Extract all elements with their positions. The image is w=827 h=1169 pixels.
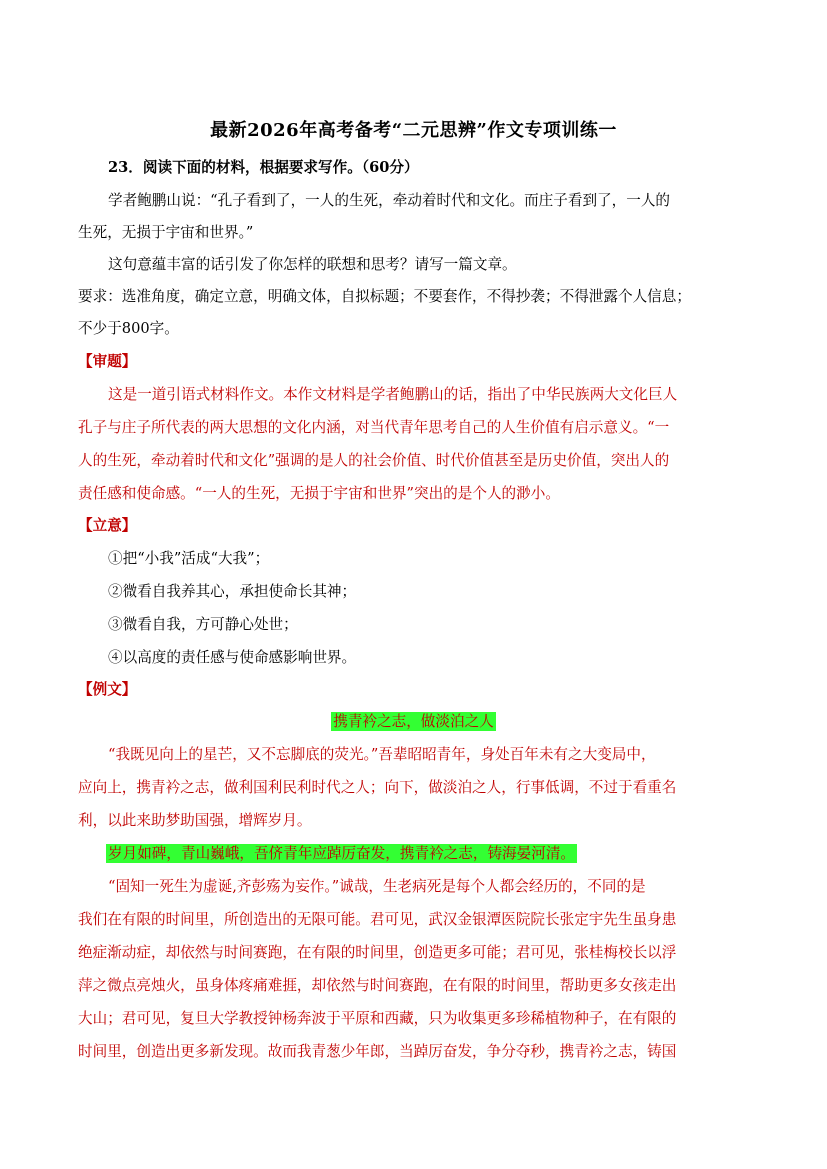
essay-title bbox=[0, 711, 827, 733]
essay-title-highlight: 携青衿之志，做淡泊之人 bbox=[333, 713, 494, 730]
section-heading-liwen: 【例文】 bbox=[78, 681, 137, 698]
material-line-1: 学者鲍鹏山说：“孔子看到了，一人的生死，牵动着时代和文化。而庄子看到了，一人的 bbox=[108, 192, 671, 209]
shenti-line-1: 这是一道引语式材料作文。本作文材料是学者鲍鹏山的话，指出了中华民族两大文化巨人 bbox=[108, 386, 678, 403]
liyi-item-2: ②微看自我养其心，承担使命长其神； bbox=[108, 583, 357, 600]
essay-p1-line-1: “我既见向上的星芒，又不忘脚底的荧光。”吾辈昭昭青年，身处百年未有之大变局中， bbox=[108, 746, 656, 763]
essay-p1-line-3: 利，以此来助梦助国强，增辉岁月。 bbox=[78, 812, 312, 829]
question-heading: 23．阅读下面的材料，根据要求写作。（60分） bbox=[108, 159, 419, 176]
essay-p2-line-4: 萍之微点亮烛火，虽身体疼痛难捱，却依然与时间赛跑，在有限的时间里，帮助更多女孩走出 bbox=[78, 977, 677, 994]
shenti-line-2: 孔子与庄子所代表的两大思想的文化内涵，对当代青年思考自己的人生价值有启示意义。“一 bbox=[78, 419, 670, 436]
shenti-line-3: 人的生死，牵动着时代和文化”强调的是人的社会价值、时代价值甚至是历史价值，突出人的 bbox=[78, 452, 670, 469]
essay-p2-line-1: “固知一死生为虚诞,齐彭殇为妄作。”诚哉，生老病死是每个人都会经历的，不同的是 bbox=[108, 878, 646, 895]
requirements-line-1: 要求：选准角度，确定立意，明确文体，自拟标题；不要套作，不得抄袭；不得泄露个人信息； bbox=[78, 288, 691, 305]
section-heading-liyi: 【立意】 bbox=[78, 517, 137, 534]
essay-p2-line-2: 我们在有限的时间里，所创造出的无限可能。君可见，武汉金银潭医院院长张定宇先生虽身患 bbox=[78, 911, 677, 928]
material-line-2: 生死，无损于宇宙和世界。” bbox=[78, 224, 254, 241]
essay-highlight: 岁月如碑，青山巍峨，吾侪青年应踔厉奋发，携青衿之志，铸海晏河清。 bbox=[108, 845, 576, 862]
essay-highlight-line bbox=[106, 843, 577, 865]
liyi-item-4: ④以高度的责任感与使命感影响世界。 bbox=[108, 649, 357, 666]
essay-p2-line-3: 绝症渐动症，却依然与时间赛跑，在有限的时间里，创造更多可能；君可见，张桂梅校长以浮 bbox=[78, 944, 677, 961]
essay-p2-line-5: 大山；君可见，复旦大学教授钟杨奔波于平原和西藏，只为收集更多珍稀植物种子，在有限的 bbox=[78, 1010, 677, 1027]
essay-p1-line-2: 应向上，携青衿之志，做利国利民利时代之人；向下，做淡泊之人，行事低调，不过于看重名 bbox=[78, 779, 677, 796]
shenti-line-4: 责任感和使命感。“一人的生死，无损于宇宙和世界”突出的是个人的渺小。 bbox=[78, 485, 560, 502]
liyi-item-1: ①把“小我”活成“大我”； bbox=[108, 550, 270, 567]
writing-prompt: 这句意蕴丰富的话引发了你怎样的联想和思考？请写一篇文章。 bbox=[108, 256, 517, 273]
page-title: 最新2026年高考备考“二元思辨”作文专项训练一 bbox=[210, 120, 617, 141]
liyi-item-3: ③微看自我，方可静心处世； bbox=[108, 616, 298, 633]
essay-p2-line-6: 时间里，创造出更多新发现。故而我青葱少年郎，当踔厉奋发，争分夺秒，携青衿之志，铸国 bbox=[78, 1043, 677, 1060]
section-heading-shenti: 【审题】 bbox=[78, 353, 137, 370]
requirements-line-2: 不少于800字。 bbox=[78, 320, 179, 337]
